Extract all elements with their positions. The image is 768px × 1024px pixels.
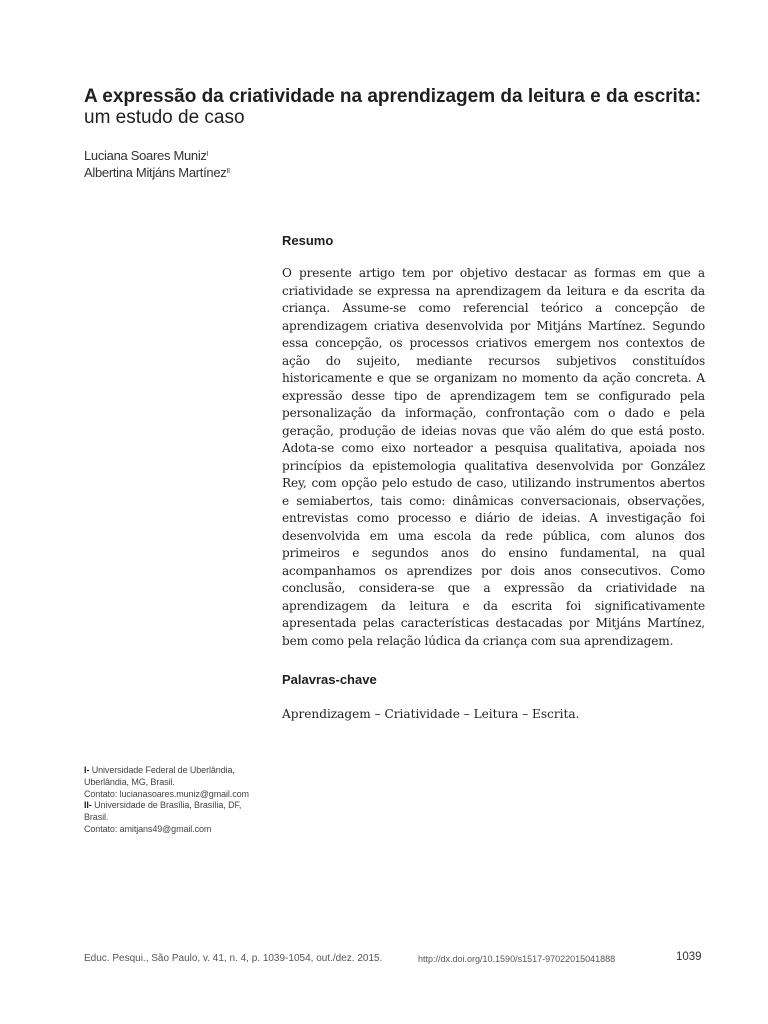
affiliation-2-line: Brasil.	[84, 812, 109, 823]
footer-citation: Educ. Pesqui., São Paulo, v. 41, n. 4, p. 1039-1054, out./dez. 2015.	[84, 953, 383, 964]
affiliation-2-contact[interactable]: Contato: amitjans49@gmail.com	[84, 823, 212, 834]
keywords-heading: Palavras-chave	[282, 672, 377, 687]
author-affil-mark: I	[206, 151, 209, 158]
affiliation-number: II-	[84, 800, 92, 811]
abstract-text: O presente artigo tem por objetivo destacar as formas em que a criatividade se expressa na aprendizagem da leitura e da escrita da criança. Assume-se como referencial teórico a concepção de aprendizagem criativa desenvolvida por Mitjáns Martínez. Segundo essa concepção, os processos criativos emergem nos contextos de ação do sujeito, mediante recursos subjetivos constituídos historicamente e que se organizam no momento da ação concreta. A expressão desse tipo de aprendizagem tem se configurado pela personalização da informação, confrontação com o dado e pela geração, produção de ideias novas que vão além do que está posto. Adota-se como eixo norteador a pesquisa qualitativa, apoiada nos princípios da epistemologia qualitativa desenvolvida por González Rey, com opção pelo estudo de caso, utilizando instrumentos abertos e semiabertos, tais como: dinâmicas conversacionais, observações, entrevistas como processo e diário de ideias. A investigação foi desenvolvida em uma escola da rede pública, com alunos dos primeiros e segundos anos do ensino fundamental, na qual acompanhamos os aprendizes por dois anos consecutivos. Como conclusão, considera-se que a expressão da criatividade na aprendizagem da leitura e da escrita foi significativamente apresentada pelas características destacadas por Mitjáns Martínez, bem como pela relação lúdica da criança com sua aprendizagem.	[282, 266, 705, 648]
abstract-heading: Resumo	[282, 233, 334, 248]
title-main: A expressão da criatividade na aprendizagem da leitura e da escrita:	[84, 86, 702, 107]
affiliation-1-line: Uberlândia, MG, Brasil.	[84, 776, 175, 787]
affiliation-1-line: I- Universidade Federal de Uberlândia,	[84, 765, 235, 775]
page-number: 1039	[676, 951, 702, 963]
affiliation-2-line: II- Universidade de Brasília, Brasília, DF,	[84, 800, 242, 811]
author-2	[84, 164, 230, 181]
footer-doi-link[interactable]: http://dx.doi.org/10.1590/s1517-97022015041888	[418, 954, 616, 964]
article-title	[84, 86, 714, 128]
author-1	[84, 147, 230, 164]
affiliations	[84, 765, 259, 836]
affiliation-number: I-	[84, 765, 90, 775]
author-name: Luciana Soares Muniz	[84, 148, 207, 163]
affiliation-1-contact[interactable]: Contato: lucianasoares.muniz@gmail.com	[84, 788, 249, 799]
title-subtitle: um estudo de caso	[84, 107, 245, 128]
keywords-text: Aprendizagem – Criatividade – Leitura – Escrita.	[282, 707, 580, 721]
author-affil-mark: II	[226, 168, 230, 175]
author-name: Albertina Mitjáns Martínez	[84, 165, 227, 180]
author-list	[84, 147, 230, 181]
